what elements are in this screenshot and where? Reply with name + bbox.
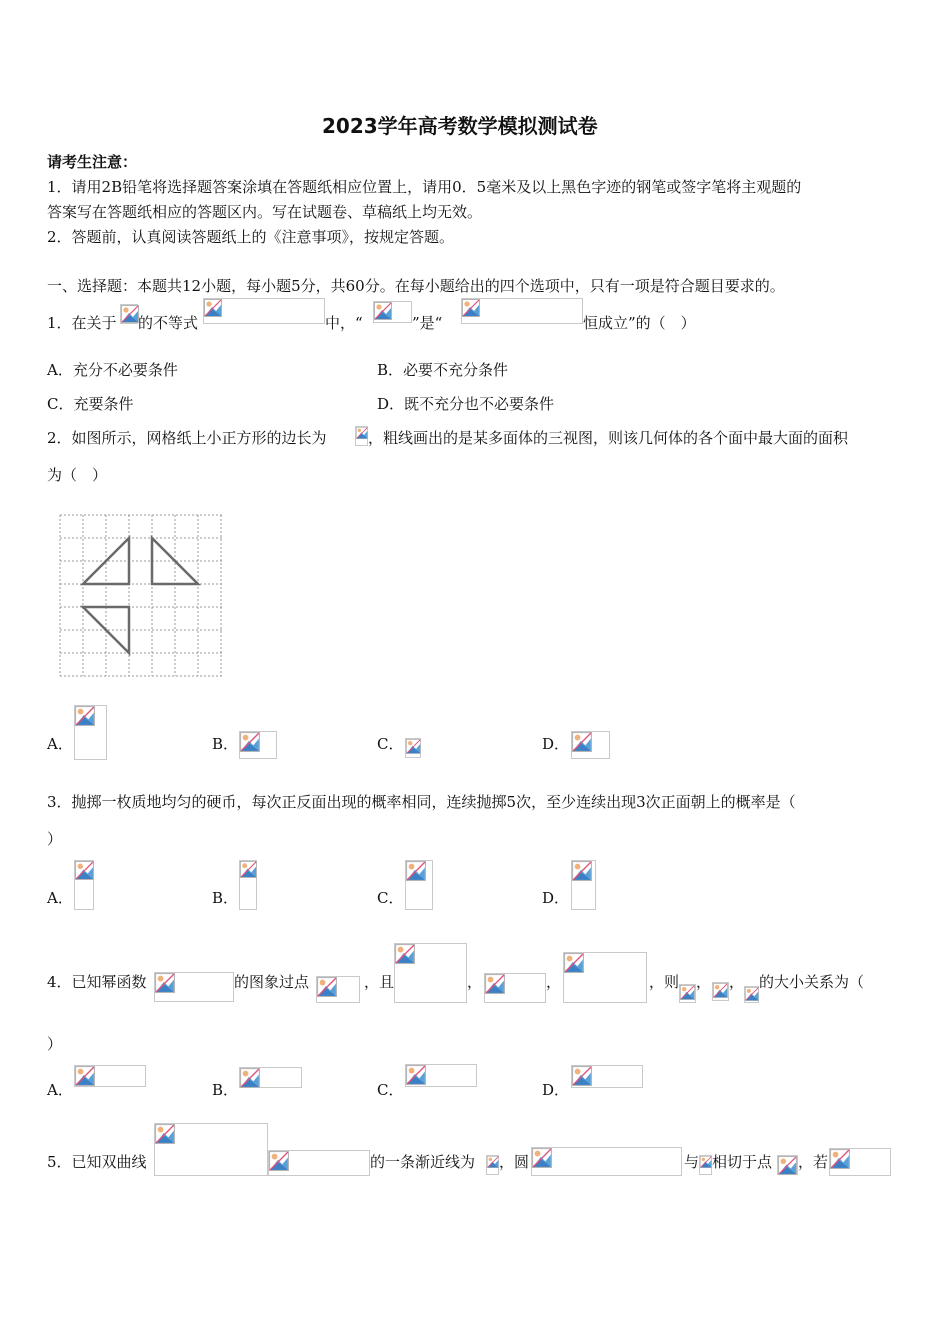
broken-image-icon: [406, 739, 421, 754]
option-d: D．: [542, 889, 570, 907]
question-text: 的大小关系为（: [759, 973, 865, 991]
question-text: ，则: [649, 973, 680, 991]
page-title: 2023学年高考数学模拟测试卷: [322, 114, 598, 138]
broken-image-icon: [700, 1156, 712, 1168]
formula-image: [154, 972, 234, 1002]
broken-image-icon: [121, 305, 139, 323]
option-c-image: [405, 1064, 477, 1087]
option-a: A．: [47, 735, 73, 753]
option-b: B．: [212, 889, 239, 907]
question-text: ，且: [364, 973, 395, 991]
option-b: B．: [212, 735, 239, 753]
broken-image-icon: [680, 985, 695, 1000]
formula-image: [120, 304, 138, 324]
formula-image: [712, 982, 729, 1001]
formula-image: [355, 426, 368, 446]
formula-image: [373, 301, 412, 323]
question-text: 4．已知幂函数: [47, 973, 147, 991]
question-text: 中，“: [325, 314, 363, 332]
notice-line: 2．答题前，认真阅读答题纸上的《注意事项》，按规定答题。: [47, 228, 455, 246]
broken-image-icon: [487, 1156, 499, 1168]
question-text: 相切于点: [712, 1153, 773, 1171]
option-b: B．: [212, 1081, 239, 1099]
option-b-image: [239, 731, 277, 759]
formula-image: [394, 943, 467, 1003]
option-c: C．: [377, 889, 404, 907]
question-text: 的图象过点: [234, 973, 310, 991]
option-c: C．: [377, 1081, 404, 1099]
option-d-image: [571, 731, 610, 759]
formula-image: [154, 1123, 268, 1176]
option-a: A．: [47, 1081, 73, 1099]
option-d-image: [571, 860, 596, 910]
question-text: ）: [47, 1035, 63, 1053]
broken-image-icon: [745, 987, 759, 1001]
option-c: C．: [377, 735, 404, 753]
formula-image: [563, 952, 647, 1003]
option-c-image: [405, 738, 421, 758]
formula-image: [777, 1155, 798, 1175]
broken-image-icon: [75, 706, 95, 726]
broken-image-icon: [240, 1068, 260, 1088]
broken-image-icon: [572, 732, 592, 752]
formula-image: [829, 1148, 891, 1176]
question-text: ，: [546, 973, 562, 991]
broken-image-icon: [462, 299, 480, 317]
option-d: D．既不充分也不必要条件: [377, 395, 555, 413]
notice-heading: 请考生注意：: [47, 153, 138, 171]
question-text: 的不等式: [138, 314, 199, 332]
question-text: 的一条渐近线为: [370, 1153, 476, 1171]
formula-image: [486, 1155, 499, 1175]
broken-image-icon: [155, 1124, 175, 1144]
broken-image-icon: [564, 953, 584, 973]
broken-image-icon: [713, 983, 728, 998]
broken-image-icon: [240, 732, 260, 752]
formula-image: [461, 298, 583, 324]
three-view-figure: [55, 510, 227, 682]
option-d-image: [571, 1065, 643, 1088]
broken-image-icon: [374, 302, 392, 320]
question-text: 3．抛掷一枚质地均匀的硬币，每次正反面出现的概率相同，连续抛掷5次，至少连续出现3次正面朝上的概率是（: [47, 793, 796, 811]
question-text: ，: [467, 973, 483, 991]
broken-image-icon: [572, 1066, 592, 1086]
formula-image: [744, 986, 759, 1003]
option-a-image: [74, 1065, 146, 1087]
option-a-image: [74, 860, 94, 910]
question-text: ，: [729, 973, 745, 991]
broken-image-icon: [572, 861, 592, 881]
broken-image-icon: [240, 861, 257, 878]
question-text: ，若: [798, 1153, 829, 1171]
broken-image-icon: [830, 1149, 850, 1169]
broken-image-icon: [532, 1148, 552, 1168]
option-c-image: [405, 860, 433, 910]
broken-image-icon: [485, 974, 505, 994]
option-d: D．: [542, 735, 570, 753]
question-text: 为（ ）: [47, 466, 108, 484]
broken-image-icon: [317, 977, 337, 997]
section-heading: 一、选择题：本题共12小题，每小题5分，共60分。在每小题给出的四个选项中，只有一项是符合题目要求的。: [47, 277, 785, 295]
formula-image: [679, 984, 696, 1003]
notice-line: 答案写在答题纸相应的答题区内。写在试题卷、草稿纸上均无效。: [47, 203, 483, 221]
question-text: 5．已知双曲线: [47, 1153, 147, 1171]
option-d: D．: [542, 1081, 570, 1099]
broken-image-icon: [406, 861, 426, 881]
question-text: ，圆: [499, 1153, 530, 1171]
broken-image-icon: [155, 973, 175, 993]
formula-image: [316, 976, 360, 1003]
question-text: ）: [47, 830, 63, 848]
broken-image-icon: [356, 427, 368, 439]
broken-image-icon: [75, 1066, 95, 1086]
question-text: 恒成立”的（ ）: [583, 314, 696, 332]
option-c: C．充要条件: [47, 395, 134, 413]
formula-image: [699, 1155, 712, 1175]
formula-image: [484, 973, 546, 1003]
broken-image-icon: [75, 861, 94, 880]
option-a-image: [74, 705, 107, 760]
question-text: ，: [696, 973, 712, 991]
broken-image-icon: [204, 299, 222, 317]
question-text: 1．在关于: [47, 314, 117, 332]
broken-image-icon: [269, 1151, 289, 1171]
question-text: 与: [684, 1153, 700, 1171]
notice-line: 1．请用2B铅笔将选择题答案涂填在答题纸相应位置上，请用0．5毫米及以上黑色字迹的钢笔或签字笔将主观题的: [47, 178, 802, 196]
formula-image: [268, 1150, 370, 1176]
option-b: B．必要不充分条件: [377, 361, 509, 379]
question-text: ，粗线画出的是某多面体的三视图，则该几何体的各个面中最大面的面积: [368, 429, 849, 447]
option-b-image: [239, 860, 257, 910]
question-text: ”是“: [412, 314, 443, 332]
formula-image: [203, 298, 325, 324]
broken-image-icon: [406, 1065, 426, 1085]
broken-image-icon: [778, 1156, 797, 1175]
formula-image: [531, 1147, 682, 1176]
option-a: A．: [47, 889, 73, 907]
grid-lines: [60, 515, 222, 676]
question-text: 2．如图所示，网格纸上小正方形的边长为: [47, 429, 327, 447]
broken-image-icon: [395, 944, 415, 964]
option-a: A．充分不必要条件: [47, 361, 178, 379]
option-b-image: [239, 1067, 302, 1088]
